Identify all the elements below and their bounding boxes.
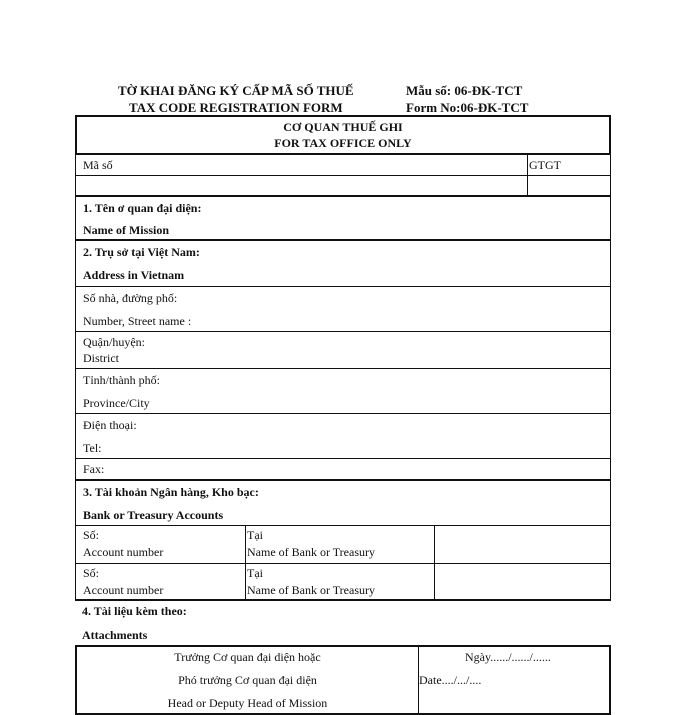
tax-code-entry-row xyxy=(75,175,611,197)
signature-block xyxy=(75,645,611,715)
account-number-label-vn: Số: xyxy=(83,566,100,580)
account-number-label-en: Account number xyxy=(83,545,164,559)
form-number-vn: Mẫu số: 06-ĐK-TCT xyxy=(406,83,523,98)
street-row xyxy=(75,286,611,332)
bank-account-row xyxy=(75,563,611,601)
attachments-label-vn: 4. Tài liệu kèm theo: xyxy=(82,604,187,618)
date-label-en: Date..../.../.... xyxy=(419,673,482,687)
signature-deputy-vn: Phó trưởng Cơ quan đại diện xyxy=(178,673,317,687)
account-number-label-vn: Số: xyxy=(83,528,100,542)
bank-account-divider-2 xyxy=(434,526,435,563)
address-title-row xyxy=(75,240,611,287)
bank-account-divider-1 xyxy=(245,564,246,599)
street-label-en: Number, Street name : xyxy=(83,314,192,328)
street-label-vn: Số nhà, đường phố: xyxy=(83,291,178,305)
tax-office-header xyxy=(75,115,611,155)
signature-head-vn: Trưởng Cơ quan đại diện hoặc xyxy=(174,650,321,664)
fax-row xyxy=(75,458,611,481)
tax-code-label: Mã số xyxy=(83,158,113,172)
mission-name-row xyxy=(75,196,611,241)
tax-code-row xyxy=(75,154,611,176)
district-row xyxy=(75,331,611,369)
tax-office-title-en: FOR TAX OFFICE ONLY xyxy=(274,136,412,150)
phone-label-en: Tel: xyxy=(83,441,102,455)
bank-name-label-vn: Tại xyxy=(247,566,263,580)
bank-account-row xyxy=(75,525,611,564)
vat-label: GTGT xyxy=(529,158,561,172)
bank-account-divider-2 xyxy=(434,564,435,599)
form-title-vn: TỜ KHAI ĐĂNG KÝ CẤP MÃ SỐ THUẾ xyxy=(118,83,354,98)
date-label-vn: Ngày....../....../...... xyxy=(465,650,551,664)
bank-name-label-vn: Tại xyxy=(247,528,263,542)
mission-name-label-en: Name of Mission xyxy=(83,223,169,237)
address-label-vn: 2. Trụ sở tại Việt Nam: xyxy=(83,245,200,259)
bank-account-divider-1 xyxy=(245,526,246,563)
phone-label-vn: Điện thoại: xyxy=(83,418,137,432)
district-label-en: District xyxy=(83,351,119,365)
province-label-vn: Tỉnh/thành phố: xyxy=(83,373,160,387)
tax-code-entry-divider xyxy=(527,176,528,195)
phone-row xyxy=(75,413,611,459)
attachments-label-en: Attachments xyxy=(82,628,148,642)
province-row xyxy=(75,368,611,414)
bank-name-label-en: Name of Bank or Treasury xyxy=(247,583,375,597)
bank-name-label-en: Name of Bank or Treasury xyxy=(247,545,375,559)
mission-name-label-vn: 1. Tên ơ quan đại diện: xyxy=(83,201,202,215)
bank-label-vn: 3. Tài khoản Ngân hàng, Kho bạc: xyxy=(83,485,259,499)
form-title-en: TAX CODE REGISTRATION FORM xyxy=(129,100,343,115)
form-number-en: Form No:06-ĐK-TCT xyxy=(406,100,529,115)
signature-head-en: Head or Deputy Head of Mission xyxy=(167,696,328,710)
tax-code-divider xyxy=(527,155,528,175)
account-number-label-en: Account number xyxy=(83,583,164,597)
district-label-vn: Quận/huyện: xyxy=(83,335,145,349)
tax-office-title-vn: CƠ QUAN THUẾ GHI xyxy=(283,120,403,134)
bank-label-en: Bank or Treasury Accounts xyxy=(83,508,224,522)
bank-title-row xyxy=(75,480,611,526)
fax-label: Fax: xyxy=(83,462,105,476)
address-label-en: Address in Vietnam xyxy=(83,268,185,282)
province-label-en: Province/City xyxy=(83,396,150,410)
